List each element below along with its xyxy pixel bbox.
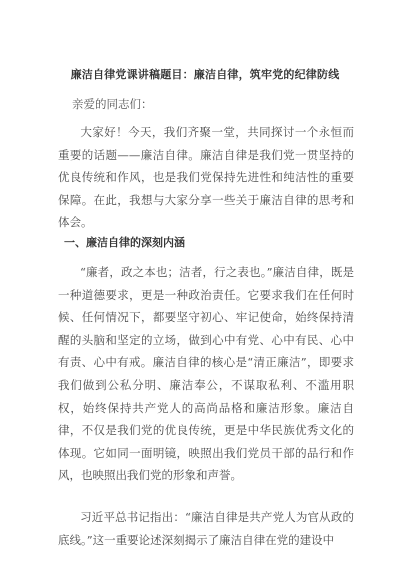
section-heading: 一、廉洁自律的深刻内涵	[64, 236, 185, 249]
quote-paragraph	[58, 506, 354, 551]
document-title: 廉洁自律党课讲稿题目：廉洁自律，筑牢党的纪律防线	[70, 68, 340, 81]
greeting: 亲爱的同志们：	[72, 97, 153, 111]
body-paragraph	[58, 261, 354, 487]
body-paragraph-text: “廉者，政之本也；洁者，行之表也。”廉洁自律，既是一种道德要求，更是一种政治责任。它要求我们在任何时候、任何情况下，都要坚守初心、牢记使命，始终保持清醒的头脑和坚定的立场，做到心中有党、心中有民、心中有责、心中有戒。廉洁自律的核心是“清正廉洁”，即要求我们做到公私分明、廉洁奉公，不谋取私利、不滥用职权，始终保持共产党人的高尚品格和廉洁形象。廉洁自律，不仅是我们党的优良传统，更是中华民族优秀文化的体现。它如同一面明镜，映照出我们党员干部的品行和作风，也映照出我们党的形象和声誉。	[58, 265, 354, 483]
intro-paragraph-text: 大家好！今天，我们齐聚一堂，共同探讨一个永恒而重要的话题——廉洁自律。廉洁自律是我们党一贯坚持的优良传统和作风，也是我们党保持先进性和纯洁性的重要保障。在此，我想与大家分享一些关于廉洁自律的思考和体会。	[58, 125, 354, 230]
intro-paragraph	[58, 121, 354, 234]
quote-paragraph-text: 习近平总书记指出：“廉洁自律是共产党人为官从政的底线。”这一重要论述深刻揭示了廉洁自律在党的建设中	[58, 510, 354, 547]
